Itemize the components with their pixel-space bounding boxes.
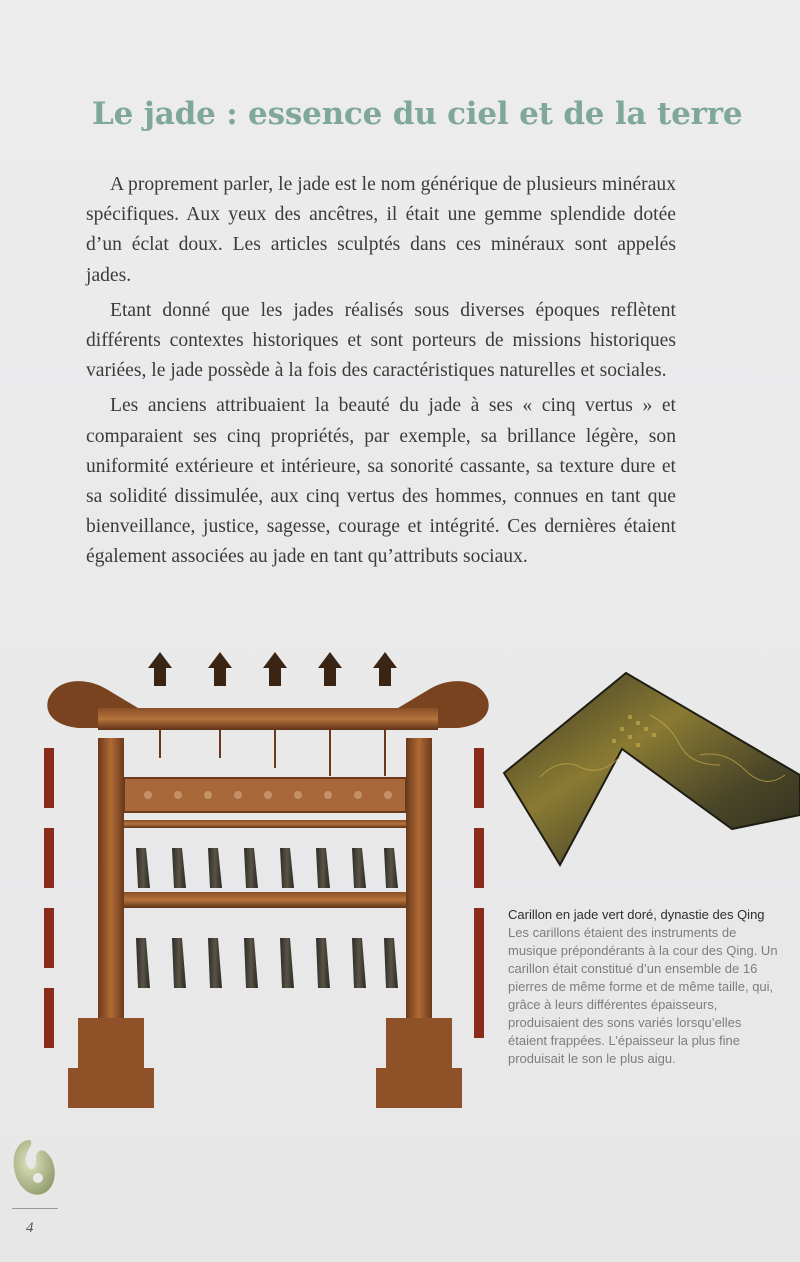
- figure-caption: [508, 906, 778, 1068]
- carillon-photo: [38, 648, 498, 1118]
- paragraph-2: Etant donné que les jades réalisés sous diverses époques reflètent différents contextes historiques et sont porteurs de missions historiques variées, le jade possède à la fois des caractéristiques naturelles et sociales.: [86, 299, 676, 382]
- jade-stone-photo: [500, 665, 800, 875]
- page-title: Le jade : essence du ciel et de la terre: [92, 96, 743, 132]
- caption-title: Carillon en jade vert doré, dynastie des Qing: [508, 907, 765, 922]
- paragraph-3: Les anciens attribuaient la beauté du jade à ses « cinq vertus » et comparaient ses cinq propriétés, par exemple, sa brillance légère, son uniformité extérieure et intérieure, sa sonorité cassante, sa texture dure et sa solidité dissimulée, aux cinq vertus des hommes, connues en tant que bienveillance, justice, sagesse, courage et intégrité. Ces dernières étaient également associées au jade en tant qu’attributs sociaux.: [86, 395, 676, 568]
- page-number: 4: [26, 1220, 34, 1236]
- body-text: [86, 170, 676, 578]
- footer-rule: [12, 1208, 58, 1209]
- jade-pendant-icon: [8, 1134, 60, 1204]
- paragraph-1: A proprement parler, le jade est le nom générique de plusieurs minéraux spécifiques. Aux yeux des ancêtres, il était une gemme splendide dotée d’un éclat doux. Les articles sculptés dans ces minéraux sont appelés jades.: [86, 174, 676, 286]
- caption-body: Les carillons étaient des instruments de musique prépondérants à la cour des Qing. Un carillon était constitué d’un ensemble de 16 pierres de même forme et de même taille, qui, grâce à leurs différentes épaisseurs, produisaient des sons variés lorsqu’elles étaient frappées. L’épaisseur la plus fine produisait le son le plus aigu.: [508, 925, 778, 1066]
